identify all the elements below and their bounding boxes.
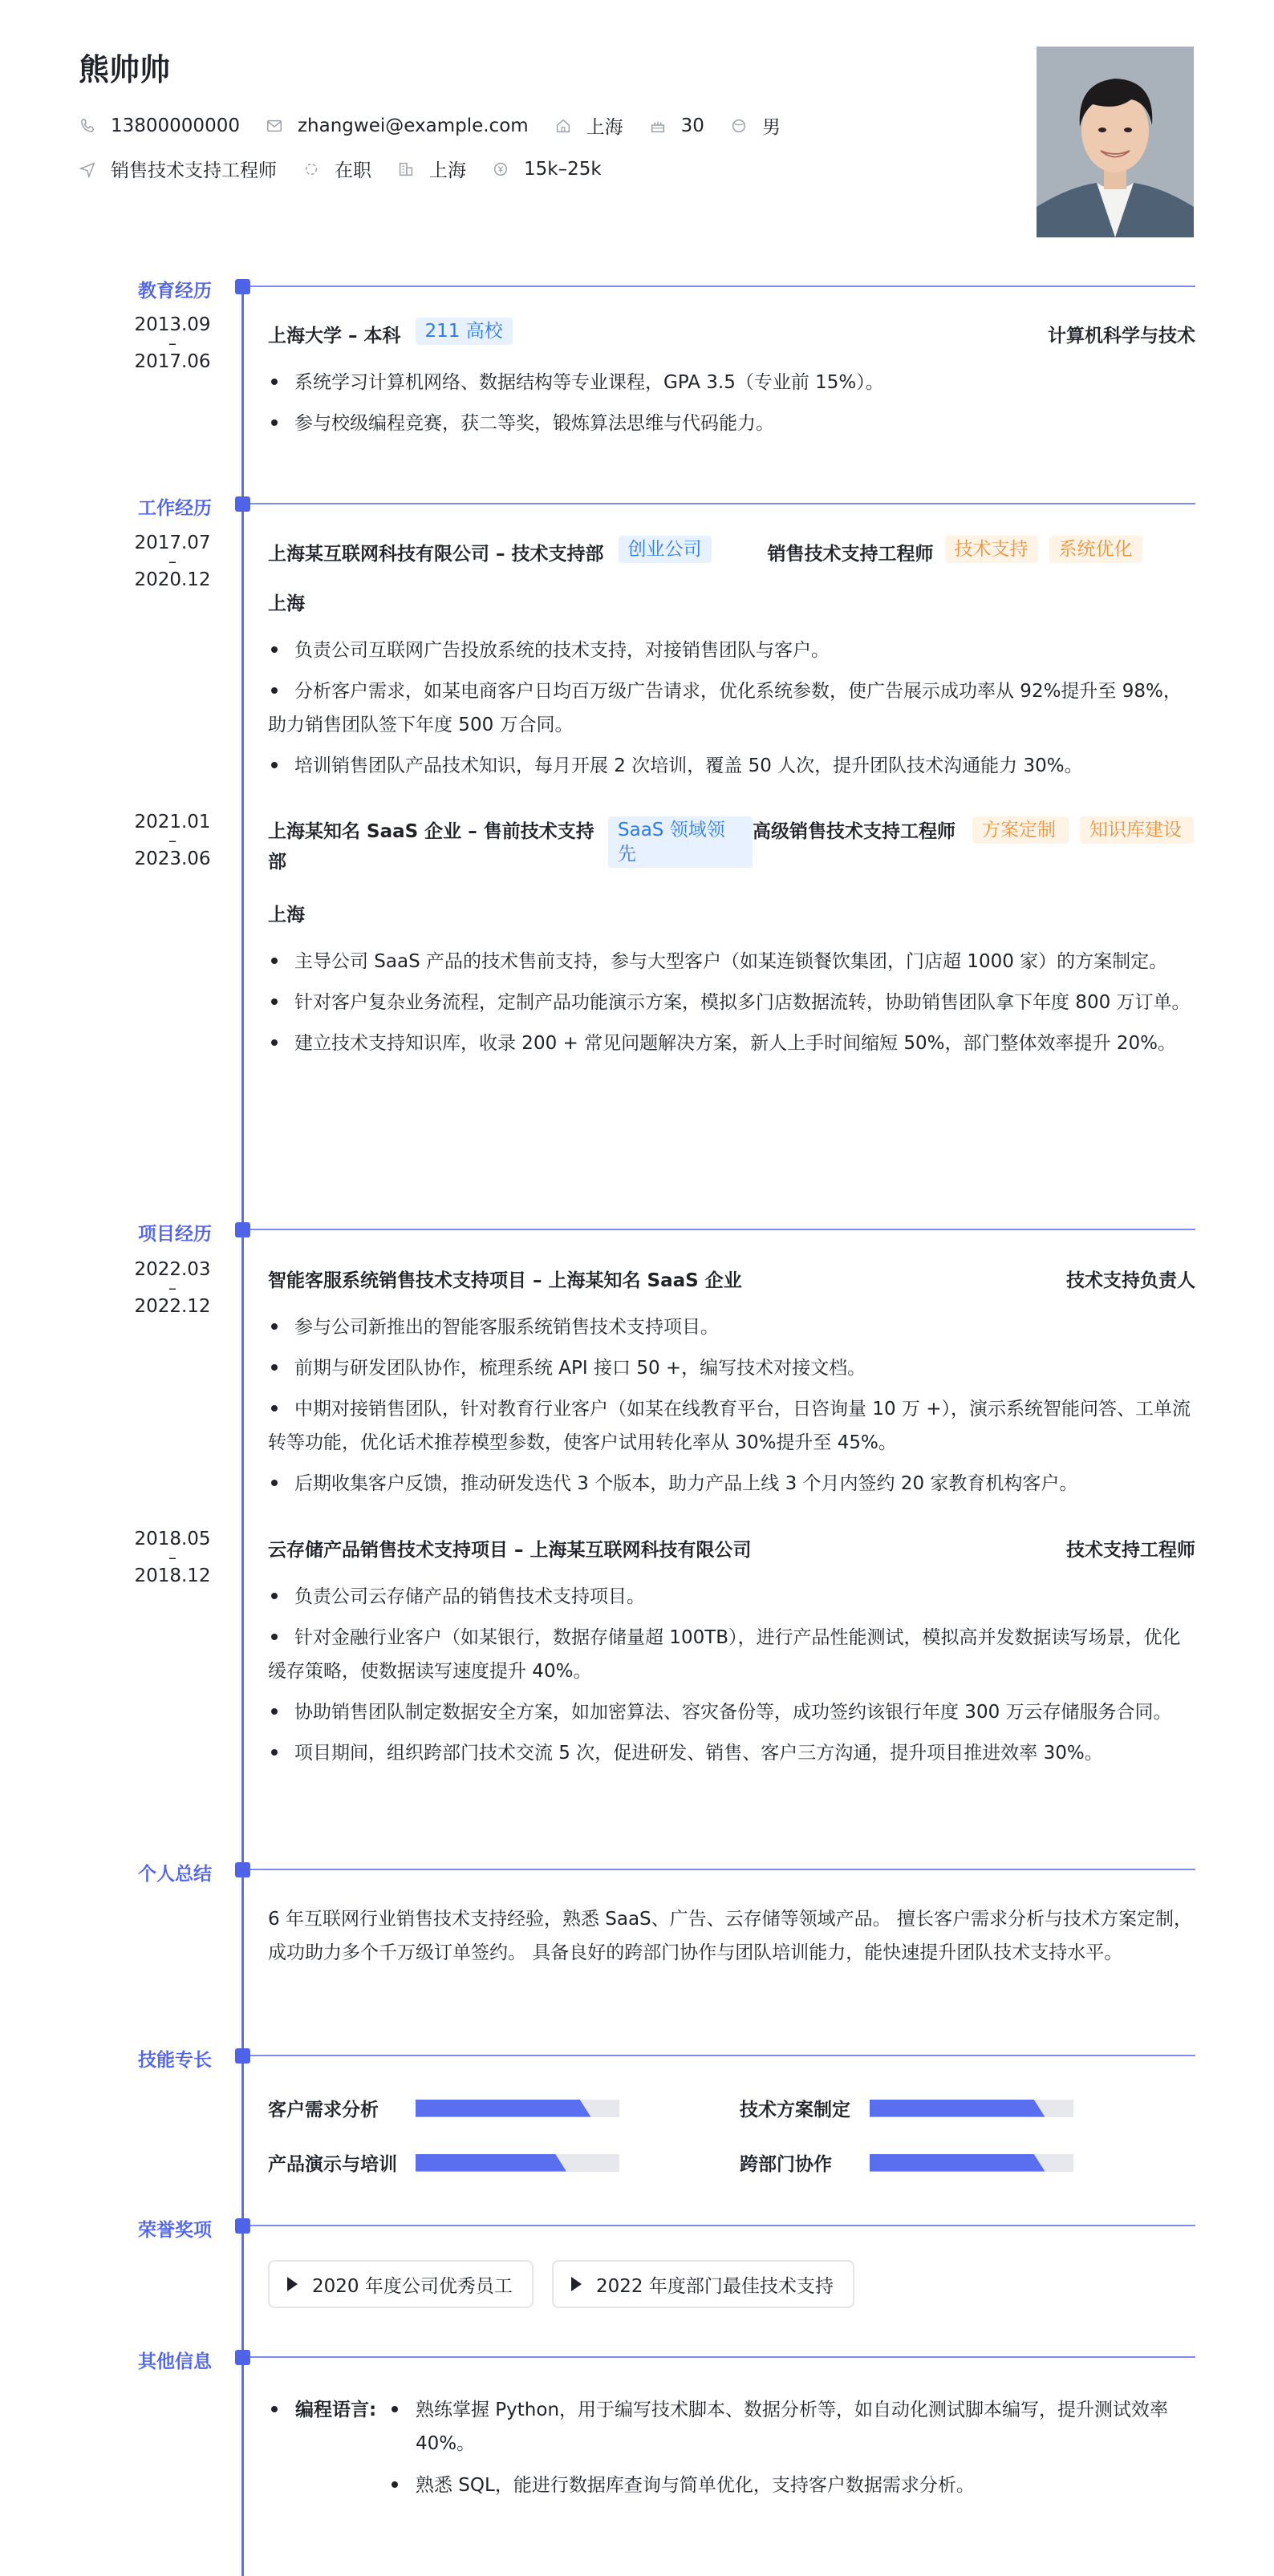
- mail-icon: [266, 117, 283, 135]
- project-name: 云存储产品销售技术支持项目 – 上海某互联网科技有限公司: [268, 1540, 752, 1561]
- list-item: 负责公司云存储产品的销售技术支持项目。: [268, 1580, 1195, 1614]
- section-divider: [250, 2055, 1195, 2056]
- skill-label: 客户需求分析: [268, 2100, 379, 2120]
- section-divider: [250, 2356, 1195, 2358]
- section-title: 荣誉奖项: [138, 2220, 212, 2241]
- gender-icon: [730, 117, 748, 135]
- home-icon: [554, 117, 572, 135]
- skill-item: [740, 2149, 1073, 2176]
- job-target-info: [79, 156, 277, 182]
- list-item: 后期收集客户反馈，推动研发迭代 3 个版本，助力产品上线 3 个月内签约 20 家教育机构客户。: [268, 1467, 1195, 1501]
- company-tag: SaaS 领域领先: [608, 816, 753, 868]
- programming-languages: [268, 2393, 1195, 2502]
- role-tag: 系统优化: [1049, 536, 1142, 563]
- other-info: [268, 2393, 1195, 2502]
- skill-bar: [870, 2100, 1073, 2117]
- section-marker: [235, 2350, 250, 2365]
- candidate-name: 熊帅帅: [79, 52, 171, 87]
- work-location: 上海: [268, 905, 305, 925]
- contact-row: [79, 112, 806, 139]
- other-list: [388, 2393, 1195, 2502]
- section-divider: [250, 1229, 1195, 1230]
- skill-bar-fill: [416, 2154, 566, 2172]
- phone-text: 13800000000: [111, 115, 240, 136]
- salary-text: 15k–25k: [524, 158, 602, 180]
- section-divider: [250, 286, 1195, 287]
- job-role: 高级销售技术支持工程师: [753, 821, 956, 842]
- section-title: 个人总结: [138, 1864, 212, 1885]
- skill-bar: [870, 2154, 1073, 2172]
- section-title: 工作经历: [138, 498, 212, 519]
- section-marker: [235, 2048, 250, 2064]
- work-date-2: 2021.01 – 2023.06: [134, 812, 211, 869]
- project-bullets-2: [268, 1580, 1195, 1777]
- skill-bar-fill: [870, 2100, 1045, 2117]
- other-label: 编程语言:: [295, 2400, 377, 2420]
- section-marker: [235, 1222, 250, 1237]
- date-start: 2013.09: [134, 314, 211, 335]
- section-divider: [250, 2225, 1195, 2226]
- list-item: 中期对接销售团队，针对教育行业客户（如某在线教育平台，日咨询量 10 万 +），演示系统智能问答、工单流转等功能，优化话术推荐模型参数，使客户试用转化率从 30%提升至 45%。: [268, 1392, 1195, 1460]
- summary-text: 6 年互联网行业销售技术支持经验，熟悉 SaaS、广告、云存储等领域产品。 擅长客户需求分析与技术方案定制，成功助力多个千万级订单签约。 具备良好的跨部门协作与团队培训能力，能快速提升团队技术支持水平。: [268, 1909, 1192, 1963]
- coin-icon: [492, 160, 509, 178]
- list-item: 熟悉 SQL，能进行数据库查询与简单优化，支持客户数据需求分析。: [388, 2469, 1195, 2502]
- skill-bar-fill: [416, 2100, 590, 2117]
- age-text: 30: [680, 115, 704, 136]
- project-date-2: 2018.05 – 2018.12: [134, 1529, 211, 1586]
- work-entry-head-1: [268, 539, 1195, 565]
- skill-item: [740, 2095, 1073, 2121]
- skill-label: 技术方案制定: [740, 2100, 850, 2120]
- honor-item: [268, 2260, 534, 2308]
- play-icon: [571, 2277, 582, 2291]
- job-role: 销售技术支持工程师: [767, 544, 934, 565]
- city-info: [554, 112, 623, 139]
- company-name: 上海某互联网科技有限公司 – 技术支持部: [268, 544, 604, 565]
- skill-item: [268, 2149, 619, 2176]
- list-item: 参与公司新推出的智能客服系统销售技术支持项目。: [268, 1310, 1195, 1344]
- skill-bar: [416, 2100, 619, 2117]
- section-marker: [235, 2218, 250, 2234]
- work-location: 上海: [268, 593, 305, 614]
- list-item: 分析客户需求，如某电商客户日均百万级广告请求，优化系统参数，使广告展示成功率从 92%提升至 98%，助力销售团队签下年度 500 万合同。: [268, 674, 1195, 742]
- list-item: 主导公司 SaaS 产品的技术售前支持，参与大型客户（如某连锁餐饮集团，门店超 1000 家）的方案制定。: [268, 945, 1195, 978]
- work-entry-head-2: [268, 816, 1195, 877]
- role-tag: 技术支持: [945, 536, 1038, 563]
- education-bullets: [268, 366, 1195, 448]
- gender-info: [730, 112, 781, 139]
- honor-label: 2020 年度公司优秀员工: [312, 2275, 513, 2297]
- company-name: 上海某知名 SaaS 企业 – 售前技术支持部: [268, 821, 594, 873]
- work-bullets-1: [268, 634, 1195, 790]
- skill-item: [268, 2095, 619, 2121]
- section-title: 项目经历: [138, 1224, 212, 1245]
- play-icon: [287, 2277, 298, 2291]
- list-item: 培训销售团队产品技术知识，每月开展 2 次培训，覆盖 50 人次，提升团队技术沟通能力 30%。: [268, 749, 1195, 783]
- email-text: zhangwei@example.com: [297, 115, 529, 136]
- job-row: [79, 156, 627, 182]
- skill-label: 跨部门协作: [740, 2154, 832, 2175]
- section-title: 其他信息: [138, 2351, 212, 2372]
- project-role: 技术支持工程师: [1066, 1540, 1195, 1561]
- project-bullets-1: [268, 1310, 1195, 1508]
- section-title: 教育经历: [138, 281, 212, 302]
- phone-icon: [79, 117, 96, 135]
- list-item: 系统学习计算机网络、数据结构等专业课程，GPA 3.5（专业前 15%）。: [268, 366, 1195, 399]
- company-tag: 创业公司: [619, 536, 712, 563]
- email-info: [266, 115, 529, 136]
- date-end: 2017.06: [134, 351, 211, 372]
- list-item: 针对金融行业客户（如某银行，数据存储量超 100TB），进行产品性能测试，模拟高并发数据读写场景，优化缓存策略，使数据读写速度提升 40%。: [268, 1621, 1195, 1688]
- city-text: 上海: [586, 117, 623, 138]
- project-entry-head-1: [268, 1266, 1195, 1292]
- salary-info: [492, 159, 602, 180]
- section-marker: [235, 279, 250, 294]
- cake-icon: [649, 117, 667, 135]
- age-info: [649, 115, 704, 136]
- section-divider: [250, 1869, 1195, 1870]
- role-tag: 方案定制: [972, 816, 1069, 844]
- education-date: 2013.09 – 2017.06: [134, 314, 211, 372]
- gender-text: 男: [761, 117, 781, 138]
- role-tag: 知识库建设: [1080, 816, 1194, 844]
- job-target-text: 销售技术支持工程师: [111, 160, 277, 181]
- list-item: 针对客户复杂业务流程，定制产品功能演示方案，模拟多门店数据流转，协助销售团队拿下年度 800 万订单。: [268, 986, 1195, 1019]
- school-name: 上海大学 – 本科: [268, 326, 401, 346]
- status-text: 在职: [335, 160, 371, 181]
- skill-label: 产品演示与培训: [268, 2154, 397, 2175]
- list-item: 协助销售团队制定数据安全方案，如加密算法、容灾备份等，成功签约该银行年度 300 万云存储服务合同。: [268, 1695, 1195, 1729]
- work-date-1: 2017.07 – 2020.12: [134, 533, 211, 590]
- list-item: 参与校级编程竞赛，获二等奖，锻炼算法思维与代码能力。: [268, 407, 1195, 440]
- section-title: 技能专长: [138, 2050, 212, 2071]
- target-city-text: 上海: [429, 160, 466, 181]
- list-item: 项目期间，组织跨部门技术交流 5 次，促进研发、销售、客户三方沟通，提升项目推进效率 30%。: [268, 1736, 1195, 1770]
- school-tag: 211 高校: [416, 318, 513, 345]
- project-date-1: 2022.03 – 2022.12: [134, 1259, 211, 1317]
- project-entry-head-2: [268, 1535, 1195, 1561]
- section-marker: [235, 496, 250, 512]
- list-item: 熟练掌握 Python，用于编写技术脚本、数据分析等，如自动化测试脚本编写，提升测试效率 40%。: [388, 2393, 1195, 2461]
- work-bullets-2: [268, 945, 1195, 1067]
- skill-bar: [416, 2154, 619, 2172]
- skill-bar-fill: [870, 2154, 1045, 2172]
- list-item: 建立技术支持知识库，收录 200 + 常见问题解决方案，新人上手时间缩短 50%，部门整体效率提升 20%。: [268, 1027, 1195, 1060]
- profile-photo: [1037, 47, 1194, 237]
- section-divider: [250, 503, 1195, 504]
- send-icon: [79, 160, 96, 178]
- project-name: 智能客服系统销售技术支持项目 – 上海某知名 SaaS 企业: [268, 1270, 742, 1291]
- section-marker: [235, 1862, 250, 1877]
- status-icon: [302, 160, 320, 178]
- major: 计算机科学与技术: [1048, 326, 1195, 346]
- education-entry-head: [268, 321, 1195, 347]
- target-city-info: [397, 156, 466, 182]
- status-info: [302, 156, 371, 182]
- honor-label: 2022 年度部门最佳技术支持: [596, 2275, 834, 2297]
- project-role: 技术支持负责人: [1066, 1270, 1195, 1291]
- phone-info: [79, 115, 240, 136]
- list-item: 负责公司互联网广告投放系统的技术支持，对接销售团队与客户。: [268, 634, 1195, 667]
- honor-item: [552, 2260, 854, 2308]
- building-icon: [397, 160, 415, 178]
- resume-header: [79, 40, 1194, 241]
- list-item: 前期与研发团队协作，梳理系统 API 接口 50 +，编写技术对接文档。: [268, 1351, 1195, 1385]
